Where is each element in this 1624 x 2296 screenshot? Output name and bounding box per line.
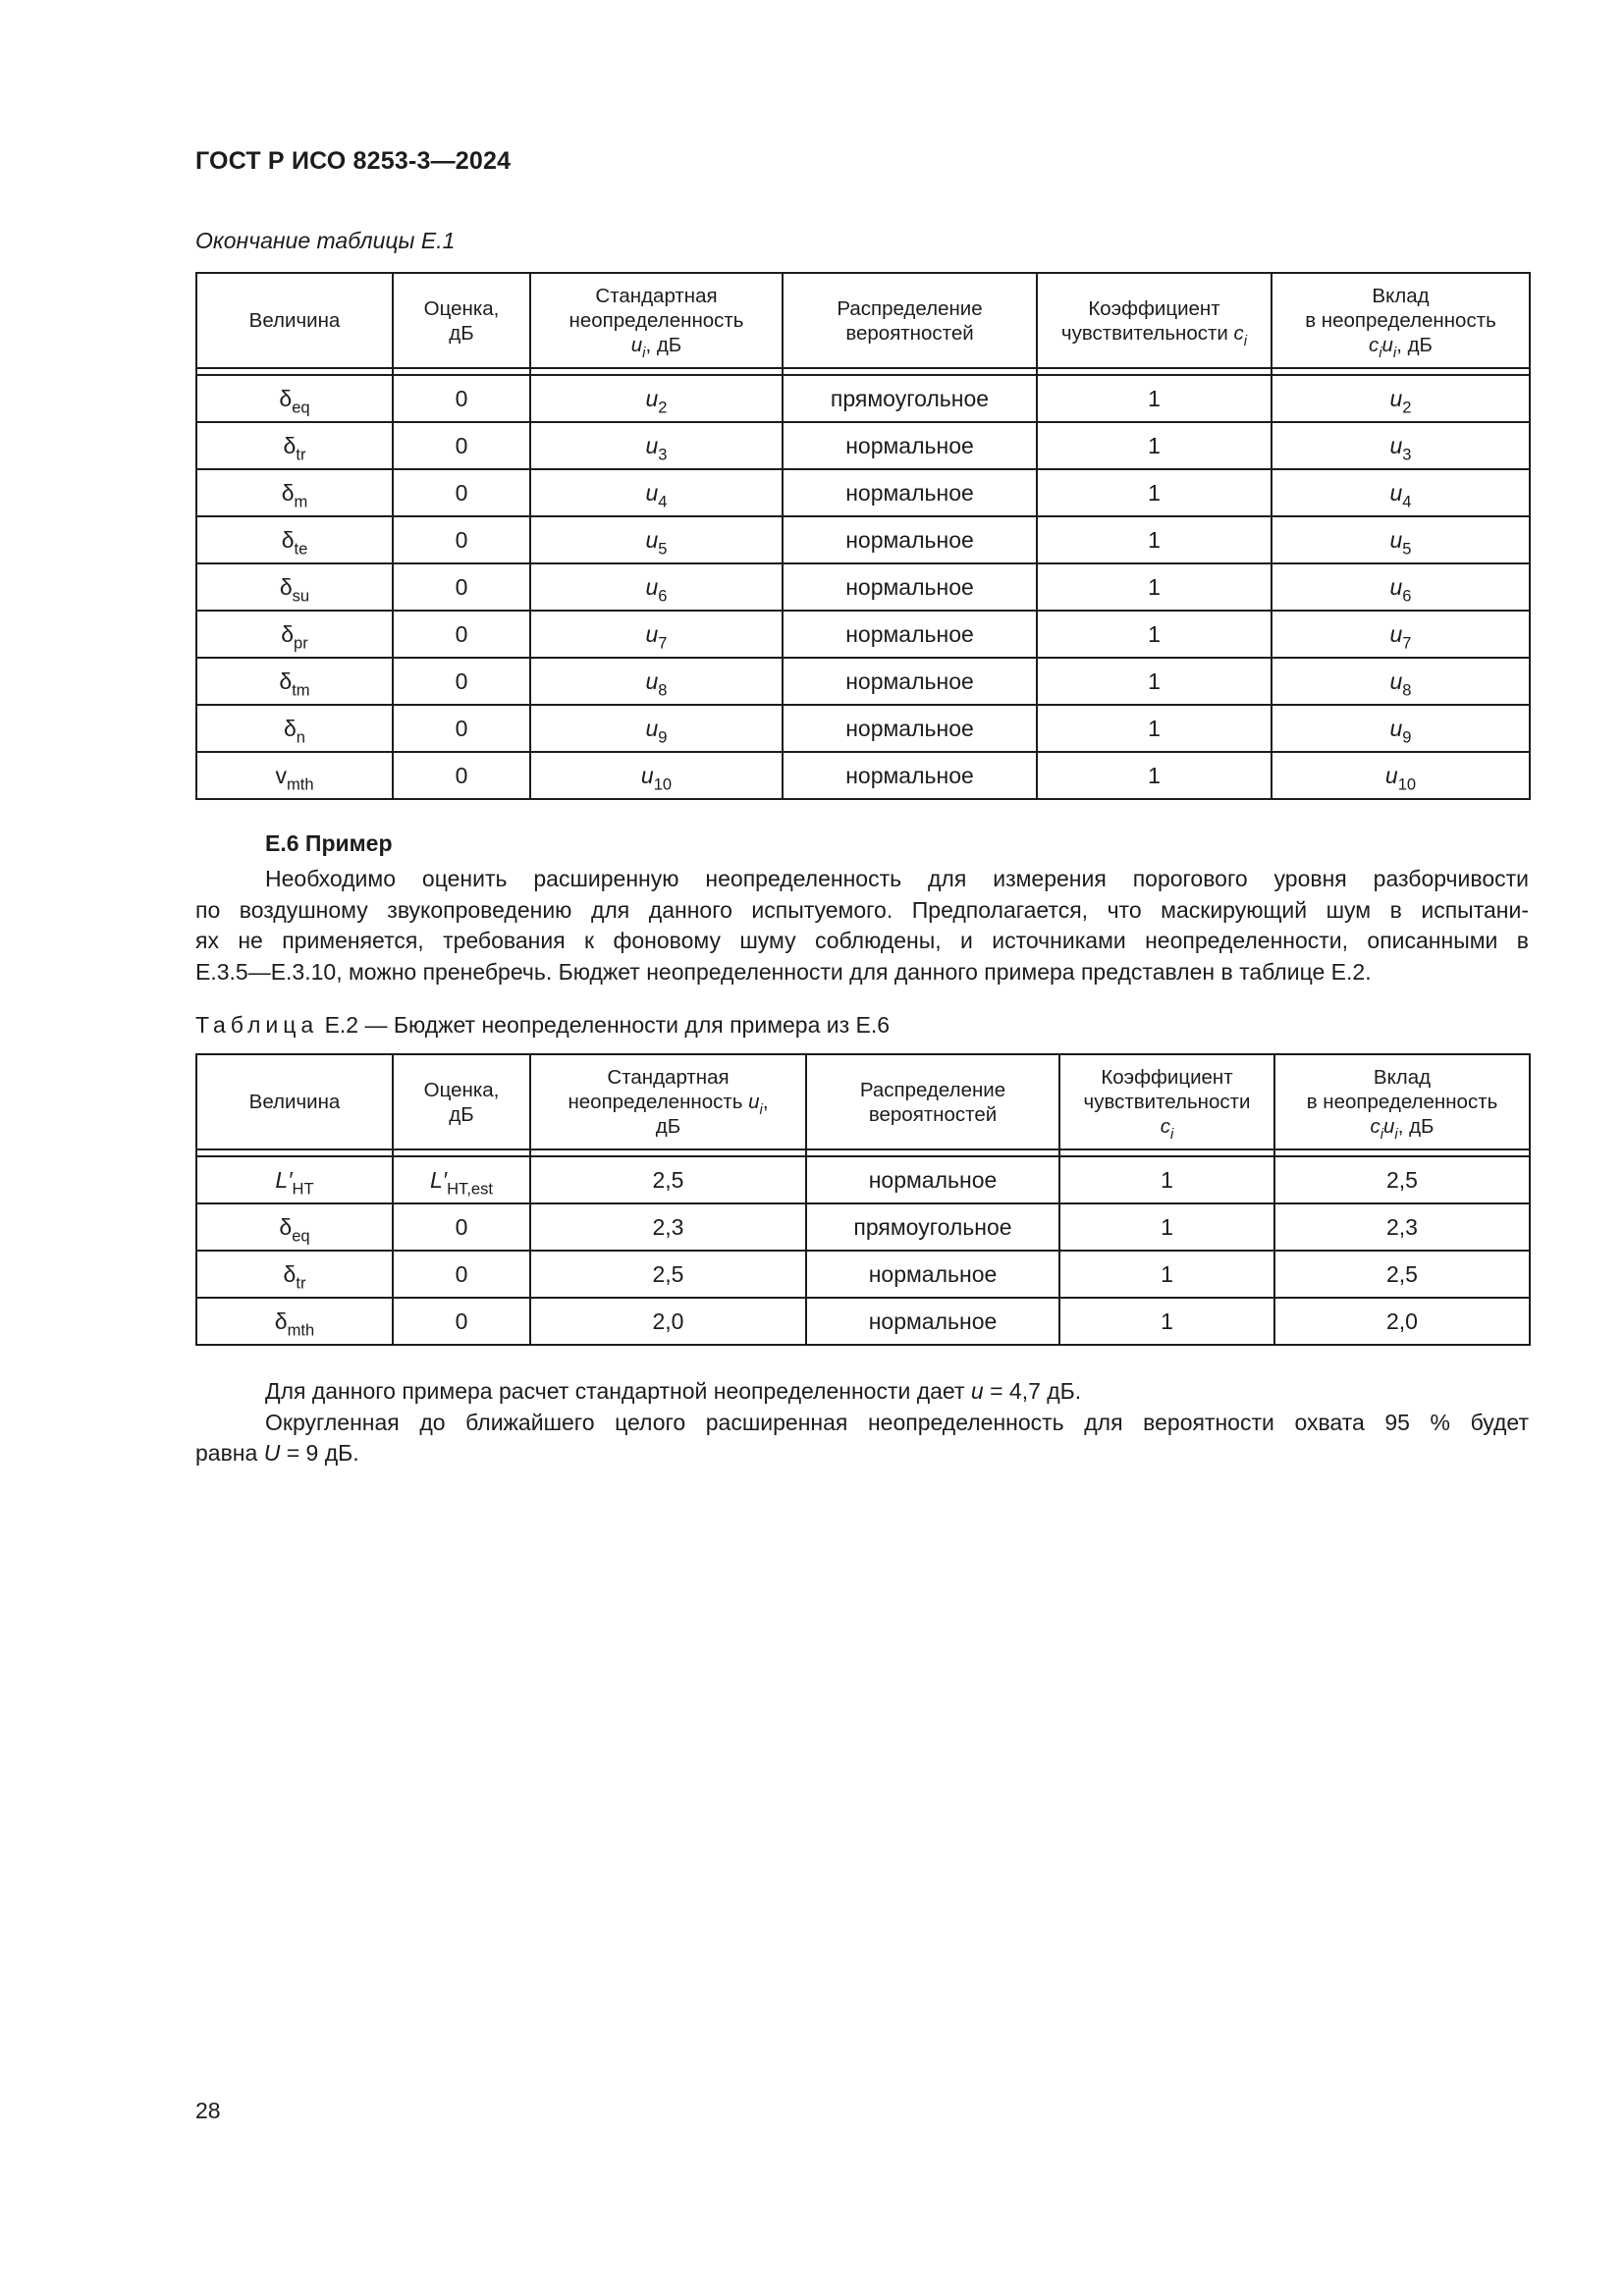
cell-contribution-subscript: 3 — [1402, 445, 1412, 464]
table-row — [196, 469, 1530, 516]
cell-contribution: 2,0 — [1274, 1298, 1530, 1345]
cell-contribution-symbol: u — [1389, 716, 1403, 741]
cell-contribution-symbol: u — [1389, 621, 1403, 647]
table-row — [196, 516, 1530, 563]
cell-contribution: 2,5 — [1274, 1251, 1530, 1298]
cell-contribution — [1272, 658, 1530, 705]
cell-contribution — [1272, 611, 1530, 658]
cell-coefficient: 1 — [1059, 1298, 1274, 1345]
cell-distribution: нормальное — [783, 752, 1037, 799]
cell-contribution: 2,5 — [1274, 1156, 1530, 1203]
cell-contribution — [1272, 752, 1530, 799]
t2-col-distribution: Распределение вероятностей — [806, 1054, 1059, 1149]
cell-std-uncertainty-subscript: 4 — [658, 492, 668, 511]
cell-contribution-symbol: u — [1384, 763, 1398, 788]
cell-contribution — [1272, 375, 1530, 422]
cell-coefficient: 1 — [1037, 658, 1272, 705]
cell-estimate: 0 — [393, 422, 530, 469]
cell-std-uncertainty-symbol: u — [645, 433, 659, 458]
table-row — [196, 1298, 1530, 1345]
cell-contribution-subscript: 5 — [1402, 539, 1412, 559]
cell-estimate: 0 — [393, 611, 530, 658]
table-e1-end — [195, 272, 1531, 800]
paragraph-line: по воздушному звукопроведению для данного испытуемого. Предполагается, что маскирующий шум в испытани- — [195, 896, 1529, 923]
cell-contribution-subscript: 6 — [1402, 586, 1412, 606]
cell-distribution: нормальное — [783, 422, 1037, 469]
cell-quantity — [196, 563, 393, 611]
conclusion-line: равна U = 9 дБ. — [195, 1440, 359, 1466]
cell-estimate: 0 — [393, 516, 530, 563]
cell-contribution — [1272, 422, 1530, 469]
cell-contribution — [1272, 705, 1530, 752]
cell-estimate — [393, 1156, 530, 1203]
table-row — [196, 658, 1530, 705]
cell-quantity — [196, 516, 393, 563]
cell-std-uncertainty-subscript: 10 — [653, 774, 673, 794]
cell-distribution: нормальное — [783, 516, 1037, 563]
cell-contribution-subscript: 2 — [1402, 398, 1412, 417]
cell-quantity-symbol: δ — [283, 1261, 297, 1287]
cell-quantity-subscript: mth — [286, 774, 314, 794]
cell-distribution: нормальное — [783, 563, 1037, 611]
cell-quantity-symbol: δ — [283, 716, 297, 741]
cell-quantity-symbol: δ — [281, 621, 295, 647]
cell-contribution — [1272, 516, 1530, 563]
cell-std-uncertainty — [530, 375, 783, 422]
cell-estimate: 0 — [393, 1298, 530, 1345]
cell-std-uncertainty-subscript: 5 — [658, 539, 668, 559]
cell-std-uncertainty-subscript: 9 — [658, 727, 668, 747]
cell-std-uncertainty-symbol: u — [640, 763, 654, 788]
cell-estimate: 0 — [393, 469, 530, 516]
paragraph-line: ях не применяется, требования к фоновому шуму соблюдены, и источниками неопределенности, описанными в — [195, 928, 1529, 953]
cell-std-uncertainty: 2,5 — [530, 1251, 806, 1298]
cell-quantity — [196, 469, 393, 516]
table2-caption: Таблица Е.2 — Бюджет неопределенности для примера из Е.6 — [195, 1012, 891, 1038]
cell-quantity — [196, 1251, 393, 1298]
cell-std-uncertainty-symbol: u — [645, 574, 659, 600]
cell-estimate: 0 — [393, 563, 530, 611]
cell-contribution — [1272, 469, 1530, 516]
conclusion-line: Для данного примера расчет стандартной неопределенности дает u = 4,7 дБ. — [265, 1378, 1082, 1404]
cell-coefficient: 1 — [1037, 563, 1272, 611]
table-row — [196, 375, 1530, 422]
cell-std-uncertainty-subscript: 8 — [658, 680, 668, 700]
cell-std-uncertainty: 2,0 — [530, 1298, 806, 1345]
cell-distribution: прямоугольное — [806, 1203, 1059, 1251]
cell-std-uncertainty-symbol: u — [645, 716, 659, 741]
cell-quantity — [196, 422, 393, 469]
cell-coefficient: 1 — [1037, 375, 1272, 422]
page-number: 28 — [195, 2098, 221, 2123]
cell-contribution-symbol: u — [1389, 480, 1403, 506]
table-row — [196, 752, 1530, 799]
table-row — [196, 422, 1530, 469]
cell-distribution: нормальное — [806, 1251, 1059, 1298]
cell-quantity — [196, 611, 393, 658]
cell-quantity-subscript: eq — [292, 1226, 310, 1246]
document-header: ГОСТ Р ИСО 8253-3—2024 — [195, 147, 512, 175]
cell-distribution: прямоугольное — [783, 375, 1037, 422]
cell-distribution: нормальное — [783, 658, 1037, 705]
table-row — [196, 1251, 1530, 1298]
cell-quantity-subscript: m — [294, 492, 308, 511]
t2-col-std-uncertainty: Стандартная неопределенность $u_i$, дБ — [530, 1054, 806, 1149]
cell-estimate-subscript: HT,est — [447, 1179, 493, 1199]
cell-std-uncertainty-subscript: 6 — [658, 586, 668, 606]
table1-caption: Окончание таблицы Е.1 — [195, 228, 456, 253]
cell-contribution-symbol: u — [1389, 574, 1403, 600]
cell-coefficient: 1 — [1037, 611, 1272, 658]
cell-contribution-subscript: 10 — [1397, 774, 1417, 794]
table2-header-row — [196, 1054, 1530, 1149]
cell-contribution-subscript: 7 — [1402, 633, 1412, 653]
cell-quantity-symbol: L′ — [275, 1167, 293, 1193]
cell-std-uncertainty-symbol: u — [645, 527, 659, 553]
conclusion-line: Округленная до ближайшего целого расширенная неопределенность для вероятности охвата 95 % будет — [265, 1409, 1529, 1435]
cell-estimate: 0 — [393, 658, 530, 705]
cell-quantity-subscript: te — [294, 539, 308, 559]
paragraph-line: Необходимо оценить расширенную неопределенность для измерения порогового уровня разборчивости — [265, 866, 1529, 891]
cell-std-uncertainty-symbol: u — [645, 668, 659, 694]
cell-quantity — [196, 1298, 393, 1345]
cell-estimate-symbol: L′ — [429, 1167, 448, 1193]
cell-contribution-subscript: 8 — [1402, 680, 1412, 700]
cell-contribution: 2,3 — [1274, 1203, 1530, 1251]
cell-std-uncertainty-symbol: u — [645, 386, 659, 411]
paragraph-line: Е.3.5—Е.3.10, можно пренебречь. Бюджет неопределенности для данного примера представлен в таблице Е.2. — [195, 958, 1372, 985]
t2-col-contribution: Вклад в неопределенность $c_iu_i$, дБ — [1274, 1054, 1530, 1149]
cell-distribution: нормальное — [783, 705, 1037, 752]
t2-col-quantity: Величина — [196, 1054, 393, 1149]
cell-quantity-symbol: δ — [281, 480, 295, 506]
cell-quantity-subscript: tr — [296, 445, 306, 464]
conclusion-paragraph — [195, 1376, 1529, 1469]
t1-col-estimate: Оценка, дБ — [393, 273, 530, 368]
cell-quantity-subscript: su — [292, 586, 310, 606]
cell-distribution: нормальное — [783, 469, 1037, 516]
cell-quantity — [196, 658, 393, 705]
cell-std-uncertainty — [530, 422, 783, 469]
cell-estimate: 0 — [393, 752, 530, 799]
table-row — [196, 611, 1530, 658]
cell-quantity-subscript: tm — [292, 680, 310, 700]
cell-quantity-symbol: δ — [279, 1214, 293, 1240]
cell-coefficient: 1 — [1059, 1156, 1274, 1203]
cell-estimate: 0 — [393, 375, 530, 422]
cell-distribution: нормальное — [806, 1298, 1059, 1345]
cell-contribution-symbol: u — [1389, 668, 1403, 694]
table-row — [196, 705, 1530, 752]
cell-quantity-symbol: δ — [283, 433, 297, 458]
t2-col-estimate: Оценка, дБ — [393, 1054, 530, 1149]
cell-std-uncertainty-symbol: u — [645, 480, 659, 506]
t1-col-quantity: Величина — [196, 273, 393, 368]
t1-col-coefficient: Коэффициент чувствительности $c_i$ — [1037, 273, 1272, 368]
section-e6-title: Е.6 Пример — [265, 830, 393, 856]
table-row — [196, 1203, 1530, 1251]
cell-quantity-subscript: tr — [296, 1273, 306, 1293]
cell-estimate: 0 — [393, 705, 530, 752]
t1-col-contribution: Вклад в неопределенность $c_iu_i$, дБ — [1272, 273, 1530, 368]
table-row — [196, 1156, 1530, 1203]
cell-coefficient: 1 — [1037, 469, 1272, 516]
cell-std-uncertainty-subscript: 7 — [658, 633, 668, 653]
table-e2 — [195, 1053, 1531, 1346]
cell-quantity-subscript: eq — [292, 398, 310, 417]
cell-contribution — [1272, 563, 1530, 611]
cell-quantity-symbol: δ — [281, 527, 295, 553]
cell-std-uncertainty — [530, 752, 783, 799]
cell-contribution-symbol: u — [1389, 386, 1403, 411]
cell-quantity-symbol: v — [275, 763, 287, 788]
cell-coefficient: 1 — [1037, 516, 1272, 563]
cell-distribution: нормальное — [783, 611, 1037, 658]
cell-quantity — [196, 375, 393, 422]
cell-std-uncertainty — [530, 658, 783, 705]
cell-contribution-subscript: 9 — [1402, 727, 1412, 747]
cell-std-uncertainty: 2,5 — [530, 1156, 806, 1203]
cell-quantity-subscript: pr — [294, 633, 308, 653]
cell-quantity-subscript: HT — [292, 1179, 314, 1199]
cell-std-uncertainty-subscript: 3 — [658, 445, 668, 464]
cell-quantity-subscript: n — [296, 727, 305, 747]
cell-quantity — [196, 1203, 393, 1251]
cell-contribution-subscript: 4 — [1402, 492, 1412, 511]
cell-quantity-subscript: mth — [287, 1320, 315, 1340]
table1-header-row — [196, 273, 1530, 368]
cell-distribution: нормальное — [806, 1156, 1059, 1203]
cell-coefficient: 1 — [1059, 1251, 1274, 1298]
cell-estimate: 0 — [393, 1251, 530, 1298]
cell-contribution-symbol: u — [1389, 527, 1403, 553]
t1-col-std-uncertainty: Стандартная неопределенность $u_i$, дБ — [530, 273, 783, 368]
cell-coefficient: 1 — [1037, 422, 1272, 469]
cell-std-uncertainty — [530, 563, 783, 611]
cell-coefficient: 1 — [1037, 705, 1272, 752]
cell-coefficient: 1 — [1059, 1203, 1274, 1251]
cell-std-uncertainty — [530, 516, 783, 563]
t1-col-distribution: Распределение вероятностей — [783, 273, 1037, 368]
cell-estimate: 0 — [393, 1203, 530, 1251]
cell-quantity — [196, 705, 393, 752]
cell-std-uncertainty-subscript: 2 — [658, 398, 668, 417]
cell-std-uncertainty — [530, 469, 783, 516]
section-e6-paragraph — [195, 864, 1529, 988]
cell-quantity-symbol: δ — [279, 668, 293, 694]
t2-col-coefficient: Коэффициент чувствительности $c_i$ — [1059, 1054, 1274, 1149]
table-row — [196, 563, 1530, 611]
cell-std-uncertainty: 2,3 — [530, 1203, 806, 1251]
cell-std-uncertainty — [530, 705, 783, 752]
cell-std-uncertainty-symbol: u — [645, 621, 659, 647]
cell-quantity-symbol: δ — [279, 574, 293, 600]
cell-quantity-symbol: δ — [279, 386, 293, 411]
cell-quantity-symbol: δ — [274, 1308, 288, 1334]
cell-quantity — [196, 1156, 393, 1203]
cell-contribution-symbol: u — [1389, 433, 1403, 458]
cell-std-uncertainty — [530, 611, 783, 658]
cell-coefficient: 1 — [1037, 752, 1272, 799]
cell-quantity — [196, 752, 393, 799]
